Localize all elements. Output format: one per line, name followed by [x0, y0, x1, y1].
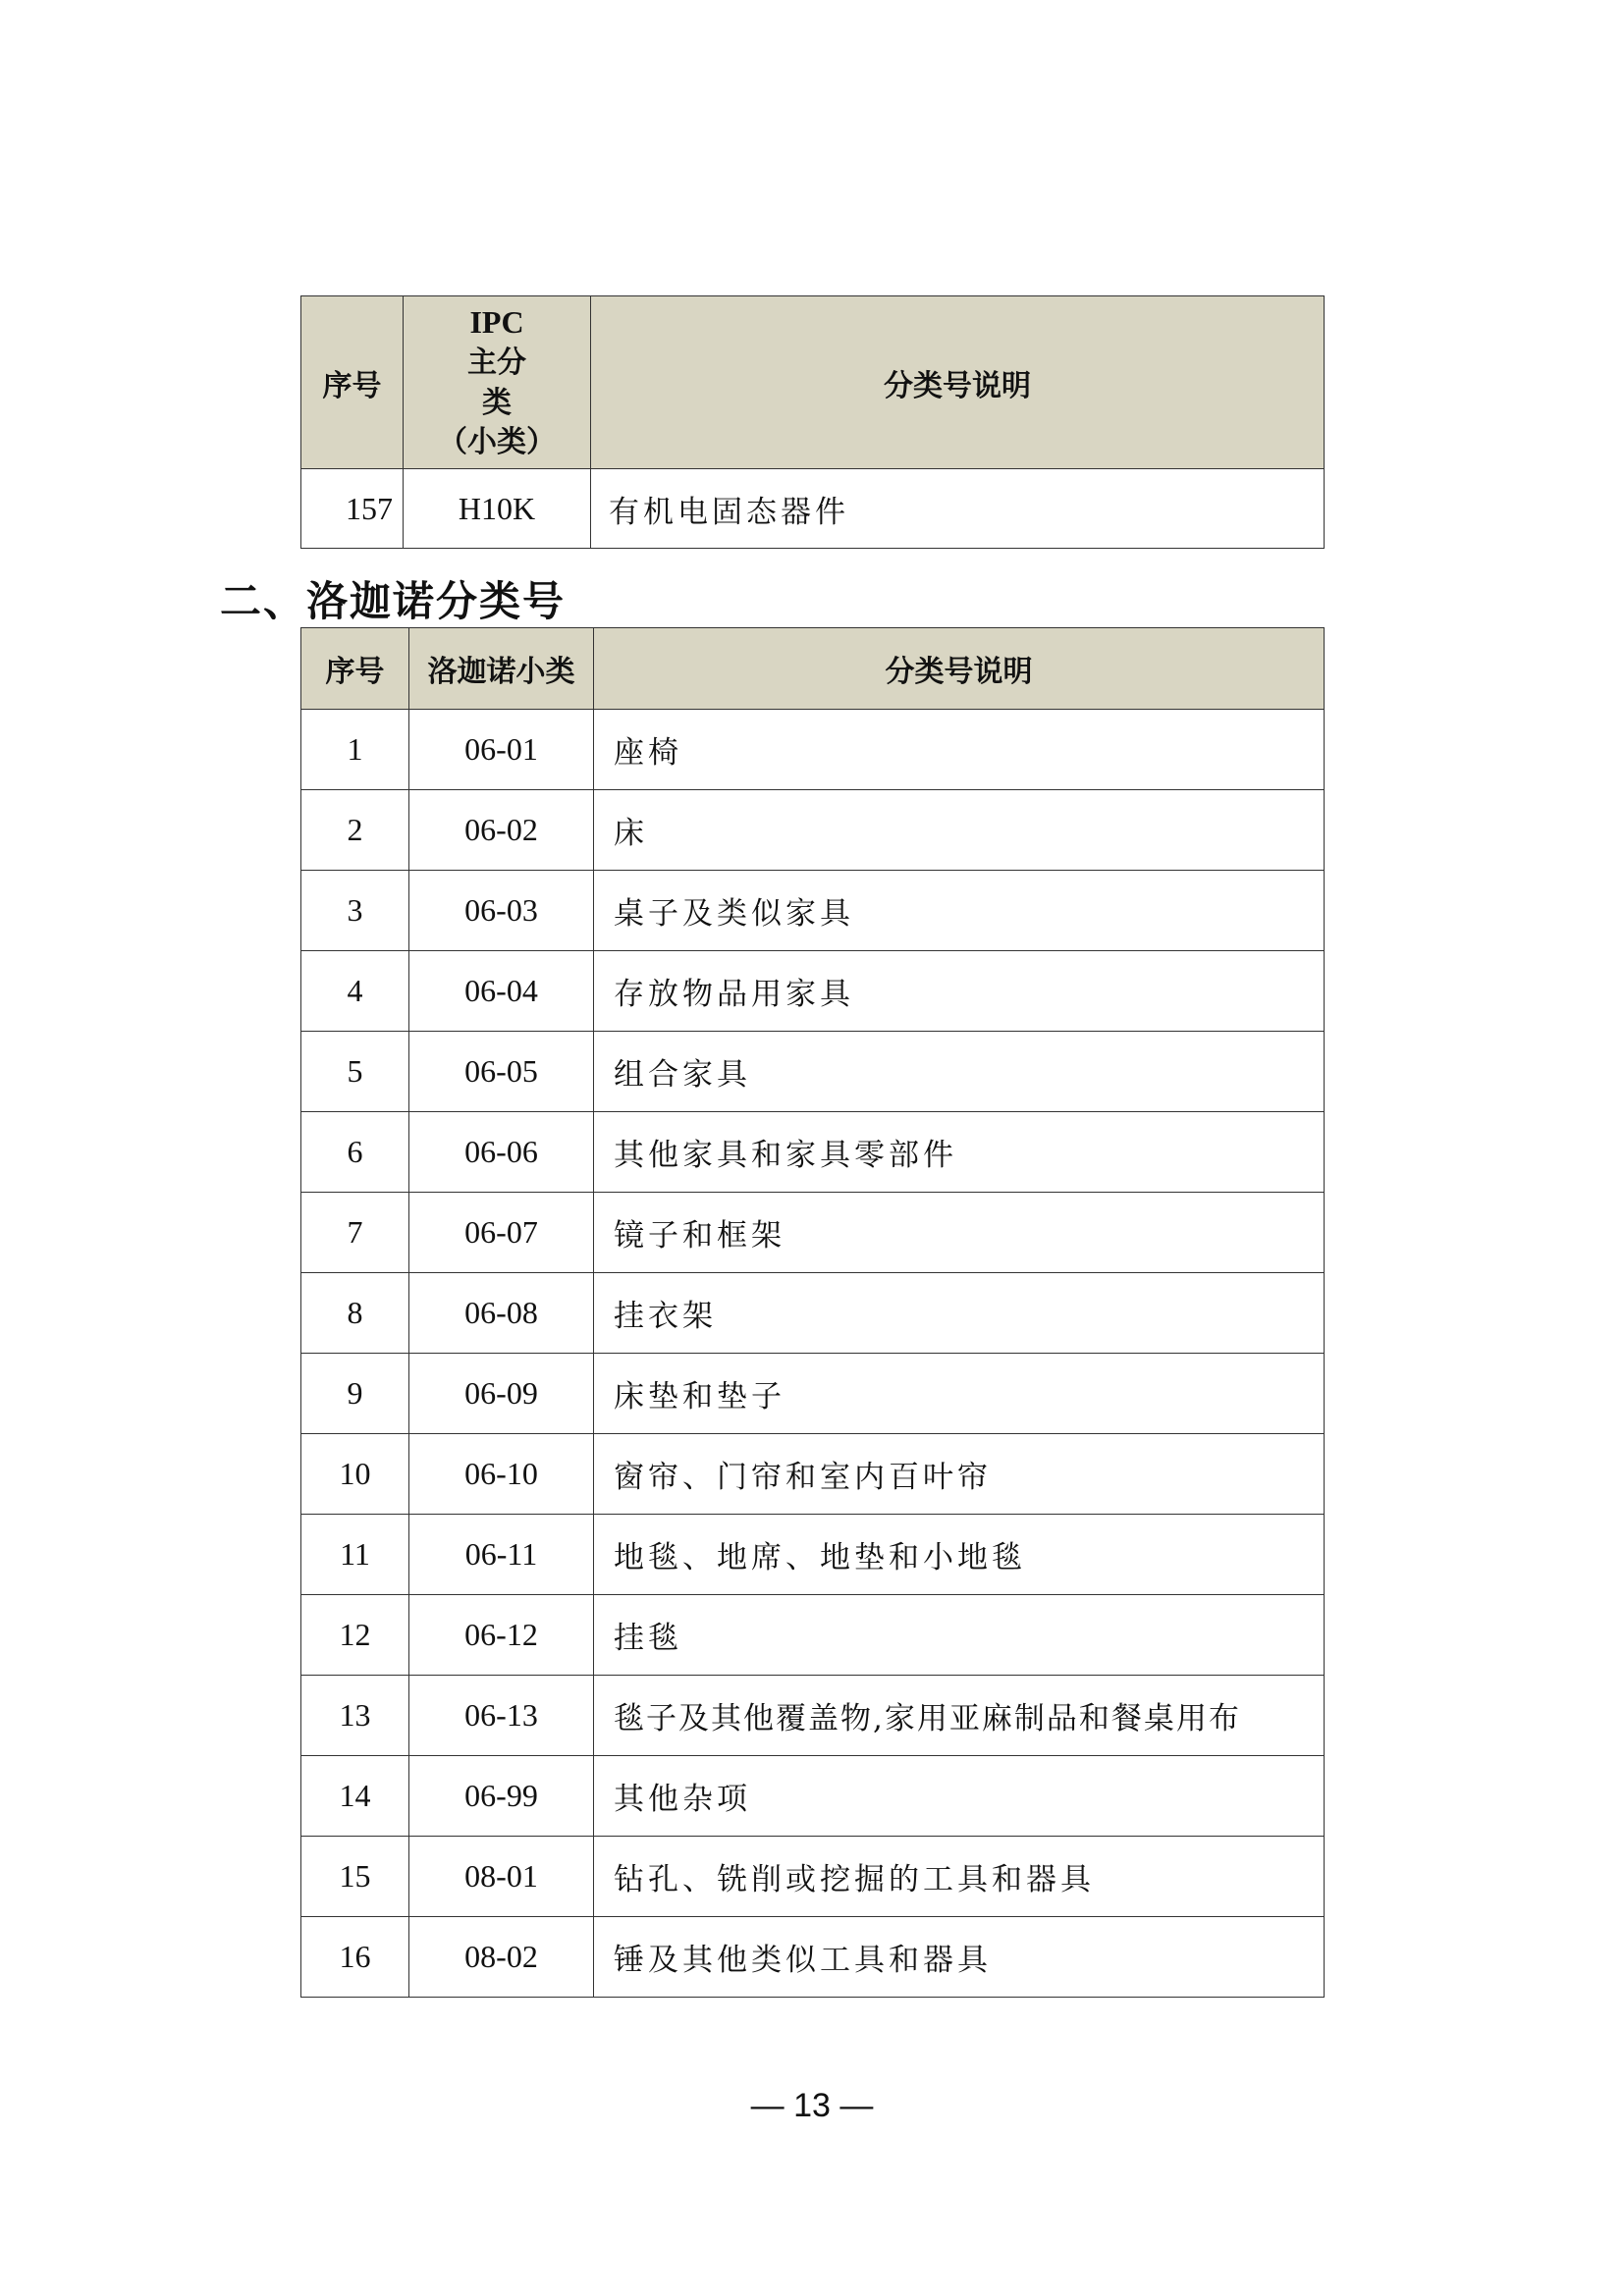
- cell-code: 06-13: [409, 1676, 594, 1756]
- table-row: [301, 710, 1325, 790]
- cell-seq: 15: [301, 1837, 409, 1917]
- cell-seq: 6: [301, 1112, 409, 1193]
- header-ipc-class: [404, 296, 591, 469]
- cell-description: 镜子和框架: [594, 1193, 1325, 1273]
- cell-code: 06-04: [409, 951, 594, 1032]
- ipc-classification-table: [300, 295, 1325, 549]
- cell-description: 地毯、地席、地垫和小地毯: [594, 1515, 1325, 1595]
- table-row: [301, 1032, 1325, 1112]
- table-row: [301, 1112, 1325, 1193]
- cell-seq: 11: [301, 1515, 409, 1595]
- table-header-row: [301, 628, 1325, 710]
- cell-code: 06-07: [409, 1193, 594, 1273]
- cell-seq: 12: [301, 1595, 409, 1676]
- cell-description: 桌子及类似家具: [594, 871, 1325, 951]
- table-row: [301, 1837, 1325, 1917]
- cell-code: 06-99: [409, 1756, 594, 1837]
- cell-description: 其他杂项: [594, 1756, 1325, 1837]
- cell-seq: 10: [301, 1434, 409, 1515]
- table-row: [301, 1917, 1325, 1998]
- cell-description: 座椅: [594, 710, 1325, 790]
- cell-description: 挂毯: [594, 1595, 1325, 1676]
- cell-code: 06-11: [409, 1515, 594, 1595]
- cell-seq: 2: [301, 790, 409, 871]
- cell-code: 06-10: [409, 1434, 594, 1515]
- cell-description: 窗帘、门帘和室内百叶帘: [594, 1434, 1325, 1515]
- header-ipc-latin: IPC: [469, 304, 524, 341]
- cell-code: 06-08: [409, 1273, 594, 1354]
- header-ipc-cn: 主分: [467, 346, 526, 381]
- table-row: [301, 1434, 1325, 1515]
- header-seq: 序号: [301, 628, 409, 710]
- cell-seq: 3: [301, 871, 409, 951]
- cell-seq: 157: [301, 469, 404, 549]
- cell-code: H10K: [404, 469, 591, 549]
- cell-description: 床: [594, 790, 1325, 871]
- cell-description: 毯子及其他覆盖物,家用亚麻制品和餐桌用布: [594, 1676, 1325, 1756]
- table-row: [301, 1756, 1325, 1837]
- cell-code: 08-01: [409, 1837, 594, 1917]
- table-row: [301, 1515, 1325, 1595]
- cell-seq: 8: [301, 1273, 409, 1354]
- table-body: [301, 710, 1325, 1998]
- locarno-classification-table: [300, 627, 1325, 1998]
- header-ipc-line2: 类: [482, 385, 512, 420]
- cell-description: 锤及其他类似工具和器具: [594, 1917, 1325, 1998]
- cell-description: 组合家具: [594, 1032, 1325, 1112]
- cell-code: 06-05: [409, 1032, 594, 1112]
- cell-seq: 14: [301, 1756, 409, 1837]
- table-header-row: [301, 296, 1325, 469]
- cell-seq: 13: [301, 1676, 409, 1756]
- header-locarno-subclass: 洛迦诺小类: [409, 628, 594, 710]
- cell-description: 其他家具和家具零部件: [594, 1112, 1325, 1193]
- header-description: 分类号说明: [594, 628, 1325, 710]
- cell-seq: 4: [301, 951, 409, 1032]
- page-number: — 13 —: [750, 2087, 874, 2124]
- cell-code: 06-02: [409, 790, 594, 871]
- table-row: [301, 1273, 1325, 1354]
- cell-seq: 1: [301, 710, 409, 790]
- cell-seq: 5: [301, 1032, 409, 1112]
- cell-code: 06-12: [409, 1595, 594, 1676]
- section-title: 二、洛迦诺分类号: [220, 577, 567, 625]
- header-seq: 序号: [301, 296, 404, 469]
- table-row: [301, 1595, 1325, 1676]
- cell-code: 06-09: [409, 1354, 594, 1434]
- cell-description: 床垫和垫子: [594, 1354, 1325, 1434]
- header-description: 分类号说明: [591, 296, 1325, 469]
- cell-code: 06-03: [409, 871, 594, 951]
- header-ipc-line3: （小类）: [438, 425, 556, 460]
- cell-seq: 16: [301, 1917, 409, 1998]
- cell-description: 存放物品用家具: [594, 951, 1325, 1032]
- cell-seq: 7: [301, 1193, 409, 1273]
- cell-description: 钻孔、铣削或挖掘的工具和器具: [594, 1837, 1325, 1917]
- cell-description: 挂衣架: [594, 1273, 1325, 1354]
- table-row: [301, 469, 1325, 549]
- cell-code: 06-06: [409, 1112, 594, 1193]
- cell-code: 06-01: [409, 710, 594, 790]
- table-row: [301, 871, 1325, 951]
- table-row: [301, 1676, 1325, 1756]
- table-row: [301, 1193, 1325, 1273]
- table-row: [301, 790, 1325, 871]
- table-row: [301, 951, 1325, 1032]
- cell-code: 08-02: [409, 1917, 594, 1998]
- cell-seq: 9: [301, 1354, 409, 1434]
- table-row: [301, 1354, 1325, 1434]
- cell-description: 有机电固态器件: [591, 469, 1325, 549]
